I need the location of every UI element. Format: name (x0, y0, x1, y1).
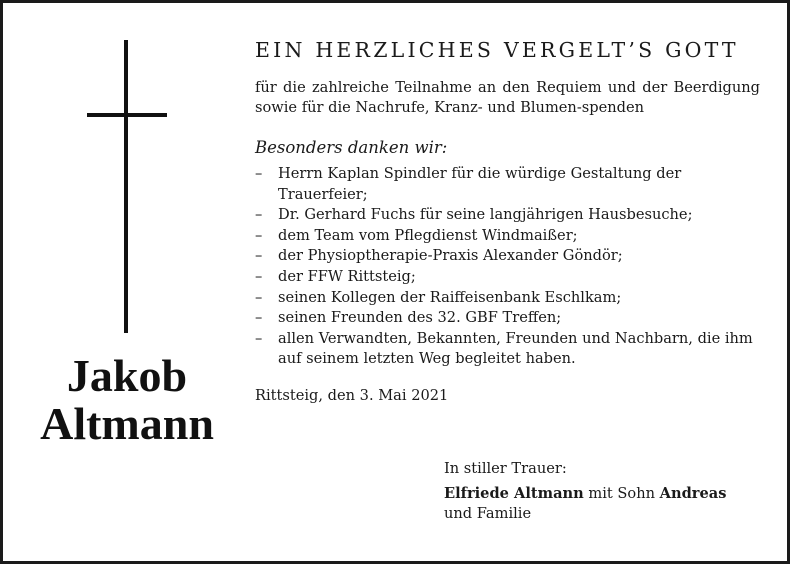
list-item-text: der Physioptherapie-Praxis Alexander Göndör; (278, 247, 623, 265)
signature-closing: und Familie (444, 505, 532, 522)
dash-bullet: – (255, 267, 263, 285)
dash-bullet: – (255, 329, 263, 347)
list-item-text: dem Team vom Pflegdienst Windmaißer; (278, 226, 578, 244)
list-item-text: allen Verwandten, Bekannten, Freunden und Nachbarn, die ihm auf seinem letzten Weg begleitet haben. (278, 329, 753, 368)
intro-text: für die zahlreiche Teilnahme an den Requiem und der Beerdigung sowie für die Nachrufe, Kranz- und Blumen-spenden (255, 79, 760, 116)
dash-bullet: – (255, 226, 263, 244)
headline: EIN HERZLICHES VERGELT’S GOTT (255, 38, 739, 62)
list-item (255, 308, 760, 329)
list-item (255, 288, 760, 309)
widow-name: Elfriede Altmann (444, 484, 584, 502)
dash-bullet: – (255, 206, 263, 224)
son-name: Andreas (659, 484, 727, 502)
list-item (255, 267, 760, 288)
deceased-first-name: Jakob (66, 350, 188, 401)
list-item-text: seinen Freunden des 32. GBF Treffen; (278, 309, 562, 327)
thanks-list (255, 164, 760, 370)
list-item-text: der FFW Rittsteig; (278, 267, 416, 285)
dash-bullet: – (255, 165, 263, 182)
list-item (255, 164, 760, 205)
cross-vertical-bar (124, 40, 128, 333)
signature-intro: In stiller Trauer: (444, 460, 567, 477)
dash-bullet: – (255, 247, 263, 265)
place-date: Rittsteig, den 3. Mai 2021 (255, 386, 449, 404)
list-item (255, 246, 760, 267)
signature-connector: mit Sohn (583, 484, 660, 502)
dash-bullet: – (255, 288, 263, 306)
list-item (255, 226, 760, 247)
signature-block (444, 459, 764, 525)
signature-mourners (444, 484, 764, 505)
list-item-text: seinen Kollegen der Raiffeisenbank Eschlkam; (278, 288, 622, 306)
deceased-name (22, 352, 232, 448)
dash-bullet: – (255, 309, 263, 327)
deceased-last-name: Altmann (40, 398, 214, 449)
list-item (255, 205, 760, 226)
list-item-text: Herrn Kaplan Spindler für die würdige Gestaltung der Trauerfeier; (278, 165, 682, 203)
list-item-text: Dr. Gerhard Fuchs für seine langjährigen Hausbesuche; (278, 206, 693, 224)
notice-body (255, 36, 760, 406)
thanks-heading: Besonders danken wir: (255, 138, 448, 157)
list-item (255, 329, 760, 370)
cross-horizontal-bar (87, 113, 167, 117)
